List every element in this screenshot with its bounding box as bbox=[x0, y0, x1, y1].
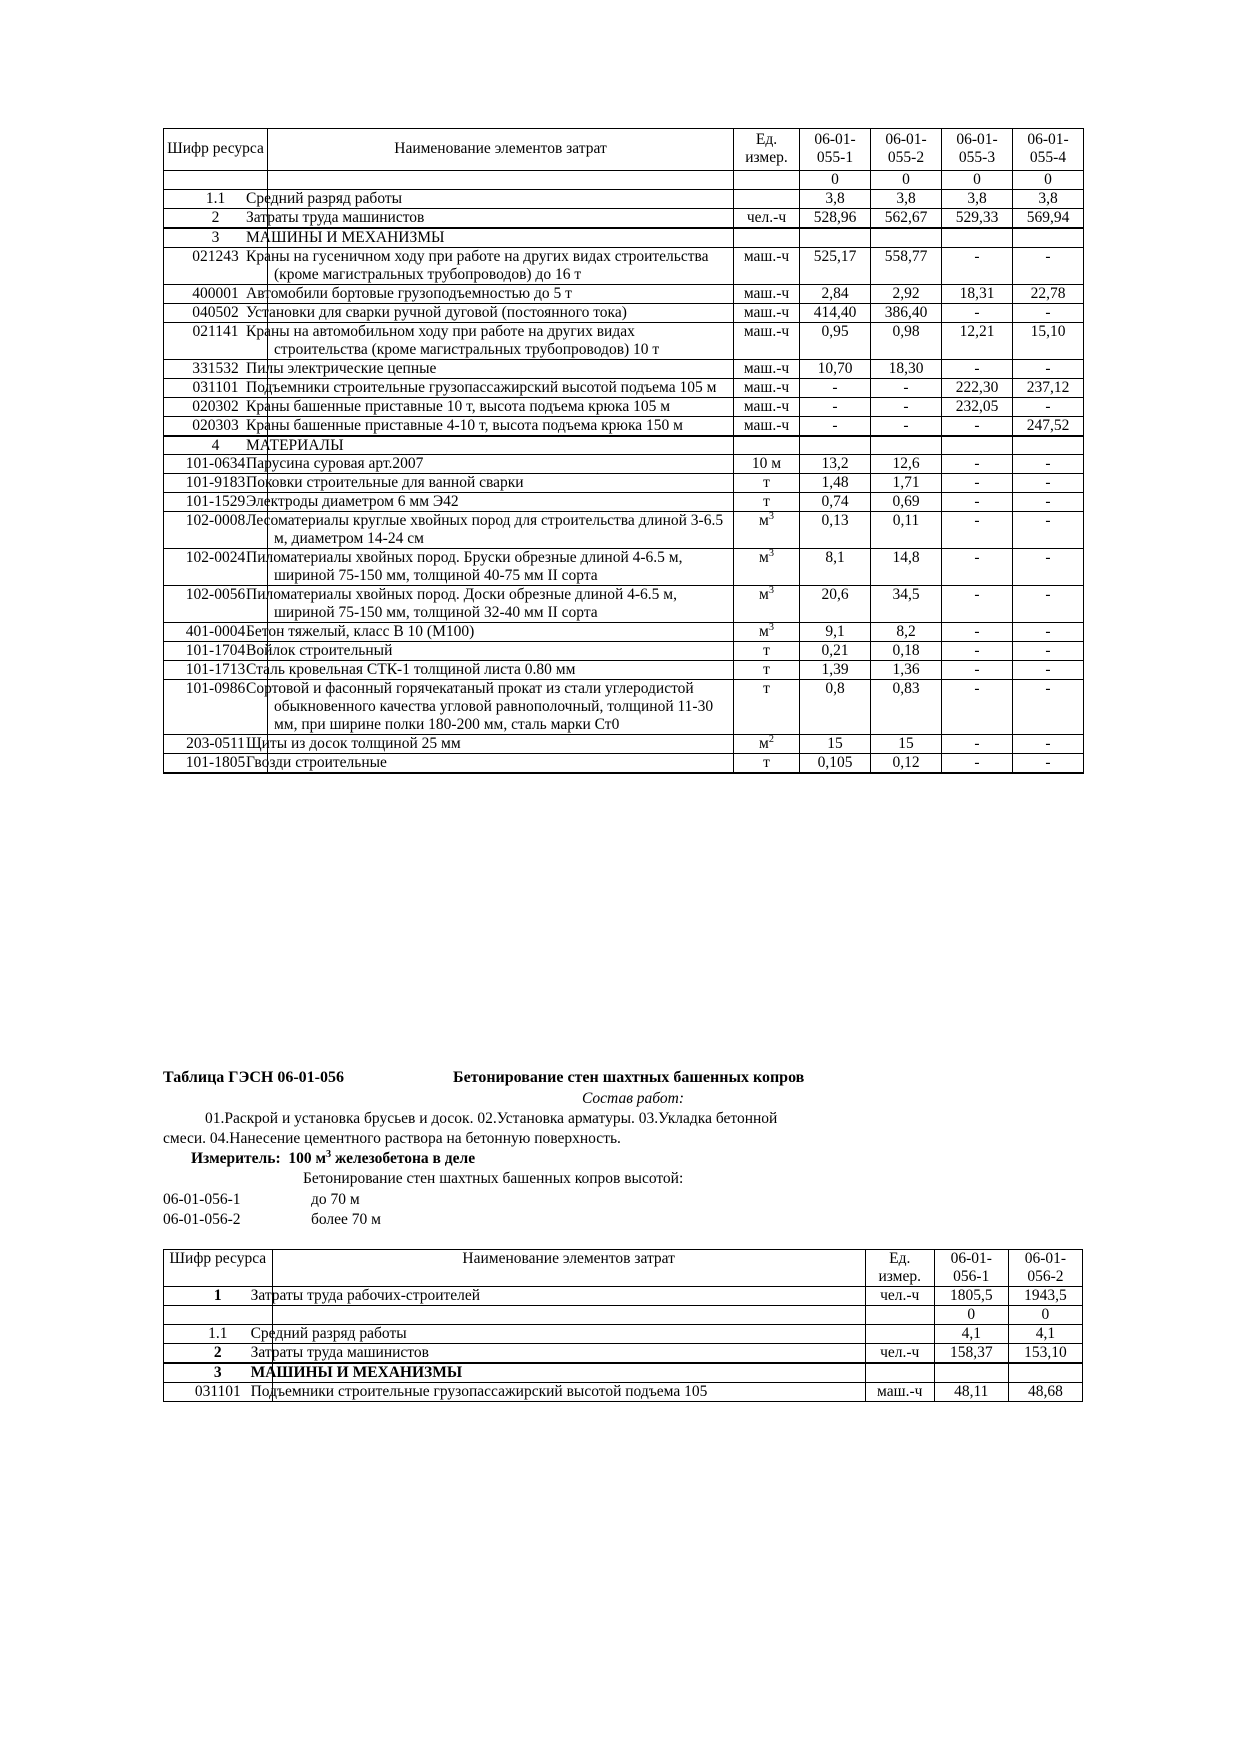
cell-value: - bbox=[1013, 397, 1084, 416]
cell-value: 14,8 bbox=[871, 549, 942, 586]
cell-value: - bbox=[942, 623, 1013, 642]
table-row bbox=[164, 1382, 1083, 1401]
cell-value: 386,40 bbox=[871, 303, 942, 322]
table-row bbox=[164, 189, 1084, 208]
cell-value bbox=[1008, 1363, 1082, 1382]
cell-value: 0,8 bbox=[800, 680, 871, 735]
cell-value: 1943,5 bbox=[1008, 1286, 1082, 1305]
cell-value: 1805,5 bbox=[934, 1286, 1008, 1305]
cell-resource-name: МАШИНЫ И МЕХАНИЗМЫ bbox=[272, 1363, 865, 1382]
cell-resource-name: Краны на гусеничном ходу при работе на других видах строительства (кроме магистральных трубопроводов) до 16 т bbox=[268, 247, 734, 284]
cell-unit: маш.-ч bbox=[734, 378, 800, 397]
cell-resource-code bbox=[164, 1305, 273, 1324]
resource-table-1 bbox=[163, 128, 1084, 774]
table-row bbox=[164, 1305, 1083, 1324]
cell-value: - bbox=[942, 455, 1013, 474]
cell-unit bbox=[734, 170, 800, 189]
cell-value bbox=[800, 436, 871, 455]
cell-value: 153,10 bbox=[1008, 1343, 1082, 1362]
cell-unit bbox=[734, 228, 800, 247]
cell-resource-name: Подъемники строительные грузопассажирский высотой подъема 105 м bbox=[268, 378, 734, 397]
cell-resource-code: 102-0024 bbox=[164, 549, 268, 586]
cell-value: - bbox=[942, 303, 1013, 322]
cell-value bbox=[871, 436, 942, 455]
cell-resource-name: Сортовой и фасонный горячекатаный прокат из стали углеродистой обыкновенного качества угловой равнополочный, толщиной 11-30 мм, при ширине полки 180-200 мм, сталь марки Ст0 bbox=[268, 680, 734, 735]
cell-value: 0,95 bbox=[800, 322, 871, 359]
cell-value: 0 bbox=[942, 170, 1013, 189]
cell-resource-name: Поковки строительные для ванной сварки bbox=[268, 474, 734, 493]
cell-resource-name: Лесоматериалы круглые хвойных пород для строительства длиной 3-6.5 м, диаметром 14-24 см bbox=[268, 512, 734, 549]
variant-description: более 70 м bbox=[311, 1210, 381, 1228]
cell-value: - bbox=[1013, 661, 1084, 680]
variant-code: 06-01-056-2 bbox=[163, 1210, 241, 1228]
cell-value: - bbox=[1013, 359, 1084, 378]
header-col-1: 06-01-055-1 bbox=[800, 129, 871, 171]
cell-resource-name bbox=[268, 170, 734, 189]
cell-resource-name: Пиломатериалы хвойных пород. Бруски обрезные длиной 4-6.5 м, шириной 75-150 мм, толщиной 40-75 мм II сорта bbox=[268, 549, 734, 586]
table-row bbox=[164, 549, 1084, 586]
cell-resource-code: 401-0004 bbox=[164, 623, 268, 642]
header-name: Наименование элементов затрат bbox=[268, 129, 734, 171]
cell-value bbox=[1013, 228, 1084, 247]
table-row bbox=[164, 1286, 1083, 1305]
resource-table-2-container bbox=[163, 1249, 1083, 1402]
header-col-3: 06-01-055-3 bbox=[942, 129, 1013, 171]
cell-value: - bbox=[1013, 455, 1084, 474]
cell-value: 3,8 bbox=[871, 189, 942, 208]
table-row bbox=[164, 1324, 1083, 1343]
cell-resource-name: Сталь кровельная СТК-1 толщиной листа 0.80 мм bbox=[268, 661, 734, 680]
table-row bbox=[164, 284, 1084, 303]
cell-value: 2,84 bbox=[800, 284, 871, 303]
cell-resource-code: 400001 bbox=[164, 284, 268, 303]
cell-value: - bbox=[1013, 474, 1084, 493]
cell-value: 0 bbox=[934, 1305, 1008, 1324]
cell-resource-code: 101-1713 bbox=[164, 661, 268, 680]
cell-value: - bbox=[942, 661, 1013, 680]
table-row bbox=[164, 586, 1084, 623]
cell-value: 0,11 bbox=[871, 512, 942, 549]
table-row bbox=[164, 512, 1084, 549]
cell-value: - bbox=[1013, 549, 1084, 586]
cell-value: 237,12 bbox=[1013, 378, 1084, 397]
table-row bbox=[164, 474, 1084, 493]
cell-resource-code: 203-0511 bbox=[164, 735, 268, 754]
cell-value: 34,5 bbox=[871, 586, 942, 623]
cell-resource-code: 102-0008 bbox=[164, 512, 268, 549]
cell-value: 562,67 bbox=[871, 208, 942, 227]
cell-value: - bbox=[1013, 247, 1084, 284]
cell-value bbox=[942, 228, 1013, 247]
cell-resource-name: Затраты труда машинистов bbox=[268, 208, 734, 227]
cell-value: 0,21 bbox=[800, 642, 871, 661]
table-2-header-row bbox=[164, 1250, 1083, 1287]
cell-resource-name: Затраты труда рабочих-строителей bbox=[272, 1286, 865, 1305]
cell-value: 4,1 bbox=[1008, 1324, 1082, 1343]
table-heading-row bbox=[163, 1068, 1103, 1089]
cell-resource-name: Затраты труда машинистов bbox=[272, 1343, 865, 1362]
cell-value: 3,8 bbox=[800, 189, 871, 208]
cell-value: 0,83 bbox=[871, 680, 942, 735]
cell-unit: т bbox=[734, 680, 800, 735]
cell-value: 13,2 bbox=[800, 455, 871, 474]
cell-unit: 10 м bbox=[734, 455, 800, 474]
cell-resource-code: 4 bbox=[164, 436, 268, 455]
cell-resource-code: 101-0634 bbox=[164, 455, 268, 474]
header-code: Шифр ресурса bbox=[164, 129, 268, 171]
cell-unit: маш.-ч bbox=[734, 247, 800, 284]
table-1-header-row bbox=[164, 129, 1084, 171]
cell-resource-code: 040502 bbox=[164, 303, 268, 322]
cell-value bbox=[942, 436, 1013, 455]
cell-value: 3,8 bbox=[942, 189, 1013, 208]
cell-value: 0,74 bbox=[800, 493, 871, 512]
table-row bbox=[164, 436, 1084, 455]
table-1-body bbox=[164, 170, 1084, 773]
cell-unit: маш.-ч bbox=[734, 359, 800, 378]
header-col-2: 06-01-055-2 bbox=[871, 129, 942, 171]
cell-value: - bbox=[942, 680, 1013, 735]
cell-unit bbox=[865, 1305, 934, 1324]
cell-value: 0 bbox=[871, 170, 942, 189]
cell-resource-name: Парусина суровая арт.2007 bbox=[268, 455, 734, 474]
cell-value: 0 bbox=[1013, 170, 1084, 189]
cell-value: - bbox=[1013, 303, 1084, 322]
cell-value: 529,33 bbox=[942, 208, 1013, 227]
cell-resource-name: Электроды диаметром 6 мм Э42 bbox=[268, 493, 734, 512]
cell-value: 414,40 bbox=[800, 303, 871, 322]
cell-resource-code: 102-0056 bbox=[164, 586, 268, 623]
cell-resource-name: Подъемники строительные грузопассажирский высотой подъема 105 bbox=[272, 1382, 865, 1401]
cell-unit: т bbox=[734, 474, 800, 493]
cell-value: 12,6 bbox=[871, 455, 942, 474]
cell-resource-code: 101-1805 bbox=[164, 753, 268, 772]
cell-unit: маш.-ч bbox=[734, 284, 800, 303]
cell-resource-name bbox=[272, 1305, 865, 1324]
cell-unit bbox=[865, 1324, 934, 1343]
cell-resource-name: Гвозди строительные bbox=[268, 753, 734, 772]
cell-resource-name: Пиломатериалы хвойных пород. Доски обрезные длиной 4-6.5 м, шириной 75-150 мм, толщиной 32-40 мм II сорта bbox=[268, 586, 734, 623]
cell-resource-code: 2 bbox=[164, 1343, 273, 1362]
cell-resource-name: Краны на автомобильном ходу при работе на других видах строительства (кроме магистральных трубопроводов) 10 т bbox=[268, 322, 734, 359]
cell-value: 232,05 bbox=[942, 397, 1013, 416]
table-label: Таблица ГЭСН 06-01-056 bbox=[163, 1069, 344, 1086]
cell-value: 8,2 bbox=[871, 623, 942, 642]
cell-value: - bbox=[1013, 586, 1084, 623]
cell-resource-code: 1.1 bbox=[164, 189, 268, 208]
table-title: Бетонирование стен шахтных башенных копров bbox=[453, 1069, 805, 1086]
cell-value: - bbox=[871, 416, 942, 435]
cell-value: - bbox=[942, 512, 1013, 549]
cell-value: 18,30 bbox=[871, 359, 942, 378]
variants-subcaption: Бетонирование стен шахтных башенных копров высотой: bbox=[303, 1170, 684, 1188]
header2-col-2: 06-01-056-2 bbox=[1008, 1250, 1082, 1287]
cell-resource-code: 3 bbox=[164, 1363, 273, 1382]
table-2-body bbox=[164, 1286, 1083, 1401]
cell-resource-name: МАТЕРИАЛЫ bbox=[268, 436, 734, 455]
table-row bbox=[164, 228, 1084, 247]
cell-value: 1,71 bbox=[871, 474, 942, 493]
cell-value bbox=[1013, 436, 1084, 455]
cell-resource-name: Бетон тяжелый, класс В 10 (М100) bbox=[268, 623, 734, 642]
cell-value: - bbox=[942, 416, 1013, 435]
cell-resource-code: 021243 bbox=[164, 247, 268, 284]
cell-resource-name: Войлок строительный bbox=[268, 642, 734, 661]
cell-resource-name: Установки для сварки ручной дуговой (постоянного тока) bbox=[268, 303, 734, 322]
table-row bbox=[164, 378, 1084, 397]
cell-resource-code: 031101 bbox=[164, 1382, 273, 1401]
cell-value: 0,69 bbox=[871, 493, 942, 512]
header2-name: Наименование элементов затрат bbox=[272, 1250, 865, 1287]
table-row bbox=[164, 322, 1084, 359]
cell-value: 12,21 bbox=[942, 322, 1013, 359]
cell-value: 247,52 bbox=[1013, 416, 1084, 435]
cell-value: 0 bbox=[800, 170, 871, 189]
table-row bbox=[164, 623, 1084, 642]
cell-value: - bbox=[1013, 493, 1084, 512]
cell-value: - bbox=[942, 735, 1013, 754]
cell-value: - bbox=[1013, 642, 1084, 661]
cell-value: 15 bbox=[800, 735, 871, 754]
cell-value: 569,94 bbox=[1013, 208, 1084, 227]
cell-resource-code: 101-9183 bbox=[164, 474, 268, 493]
cell-value: - bbox=[800, 378, 871, 397]
cell-unit: т bbox=[734, 493, 800, 512]
cell-resource-code: 3 bbox=[164, 228, 268, 247]
cell-value: 15,10 bbox=[1013, 322, 1084, 359]
cell-value: 158,37 bbox=[934, 1343, 1008, 1362]
table-row bbox=[164, 303, 1084, 322]
cell-resource-name: Средний разряд работы bbox=[272, 1324, 865, 1343]
cell-unit: маш.-ч bbox=[734, 303, 800, 322]
header-col-4: 06-01-055-4 bbox=[1013, 129, 1084, 171]
cell-unit: $м^2$ bbox=[734, 735, 800, 754]
cell-value: 48,68 bbox=[1008, 1382, 1082, 1401]
cell-value: 4,1 bbox=[934, 1324, 1008, 1343]
table-row bbox=[164, 735, 1084, 754]
table-2-header bbox=[164, 1250, 1083, 1287]
table-row bbox=[164, 680, 1084, 735]
table-row bbox=[164, 455, 1084, 474]
cell-value: 0,18 bbox=[871, 642, 942, 661]
cell-value: - bbox=[800, 397, 871, 416]
cell-unit: $м^3$ bbox=[734, 586, 800, 623]
cell-resource-code: 101-1704 bbox=[164, 642, 268, 661]
meter-value: 100 $м^3$ железобетона в деле bbox=[288, 1149, 476, 1168]
table-row bbox=[164, 493, 1084, 512]
cell-resource-code: 1.1 bbox=[164, 1324, 273, 1343]
table-row bbox=[164, 208, 1084, 227]
table-row bbox=[164, 170, 1084, 189]
cell-resource-code: 031101 bbox=[164, 378, 268, 397]
cell-value: 0,12 bbox=[871, 753, 942, 772]
cell-value: - bbox=[942, 247, 1013, 284]
cell-value: - bbox=[871, 397, 942, 416]
cell-resource-code: 020302 bbox=[164, 397, 268, 416]
cell-resource-name: Краны башенные приставные 10 т, высота подъема крюка 105 м bbox=[268, 397, 734, 416]
cell-resource-code bbox=[164, 170, 268, 189]
header2-col-1: 06-01-056-1 bbox=[934, 1250, 1008, 1287]
variant-description: до 70 м bbox=[311, 1190, 360, 1208]
cell-value: - bbox=[942, 586, 1013, 623]
table-row bbox=[164, 1363, 1083, 1382]
cell-resource-name: Щиты из досок толщиной 25 мм bbox=[268, 735, 734, 754]
section-intro-block bbox=[163, 1060, 1103, 1230]
cell-value: - bbox=[1013, 753, 1084, 772]
cell-value: - bbox=[942, 753, 1013, 772]
cell-value: 20,6 bbox=[800, 586, 871, 623]
variant-code: 06-01-056-1 bbox=[163, 1190, 241, 1208]
cell-resource-code: 020303 bbox=[164, 416, 268, 435]
table-row bbox=[164, 247, 1084, 284]
table-row bbox=[164, 416, 1084, 435]
cell-value: 3,8 bbox=[1013, 189, 1084, 208]
cell-value: - bbox=[942, 549, 1013, 586]
cell-unit bbox=[865, 1363, 934, 1382]
cell-resource-name: МАШИНЫ И МЕХАНИЗМЫ bbox=[268, 228, 734, 247]
cell-value: 10,70 bbox=[800, 359, 871, 378]
cell-unit: т bbox=[734, 753, 800, 772]
meter-label: Измеритель: bbox=[191, 1150, 281, 1168]
table-1-header bbox=[164, 129, 1084, 171]
cell-value bbox=[871, 228, 942, 247]
cell-resource-name: Пилы электрические цепные bbox=[268, 359, 734, 378]
cell-unit: маш.-ч bbox=[734, 322, 800, 359]
cell-value: 2,92 bbox=[871, 284, 942, 303]
cell-value: 222,30 bbox=[942, 378, 1013, 397]
table-row bbox=[164, 753, 1084, 772]
cell-resource-code: 1 bbox=[164, 1286, 273, 1305]
cell-value: 1,36 bbox=[871, 661, 942, 680]
table-row bbox=[164, 397, 1084, 416]
cell-value: 8,1 bbox=[800, 549, 871, 586]
cell-value bbox=[934, 1363, 1008, 1382]
cell-value: 22,78 bbox=[1013, 284, 1084, 303]
table-row bbox=[164, 359, 1084, 378]
cell-unit: $м^3$ bbox=[734, 549, 800, 586]
cell-value: - bbox=[942, 359, 1013, 378]
composition-line-1: 01.Раскрой и установка брусьев и досок. 02.Установка арматуры. 03.Укладка бетонной bbox=[205, 1109, 778, 1127]
cell-value: 525,17 bbox=[800, 247, 871, 284]
cell-value: 558,77 bbox=[871, 247, 942, 284]
cell-unit: чел.-ч bbox=[865, 1343, 934, 1362]
cell-value: - bbox=[1013, 512, 1084, 549]
cell-unit: т bbox=[734, 642, 800, 661]
cell-value: 1,39 bbox=[800, 661, 871, 680]
cell-unit: маш.-ч bbox=[734, 397, 800, 416]
resource-table-2 bbox=[163, 1249, 1083, 1402]
resource-table-1-container bbox=[163, 128, 1083, 774]
cell-unit: маш.-ч bbox=[865, 1382, 934, 1401]
variants-list bbox=[163, 1190, 1103, 1230]
cell-resource-name: Краны башенные приставные 4-10 т, высота подъема крюка 150 м bbox=[268, 416, 734, 435]
cell-unit: т bbox=[734, 661, 800, 680]
cell-value: 0,98 bbox=[871, 322, 942, 359]
cell-value: - bbox=[1013, 680, 1084, 735]
cell-resource-code: 021141 bbox=[164, 322, 268, 359]
cell-value: 48,11 bbox=[934, 1382, 1008, 1401]
cell-unit: $м^3$ bbox=[734, 512, 800, 549]
cell-value: 15 bbox=[871, 735, 942, 754]
composition-label: Состав работ: bbox=[581, 1089, 684, 1107]
cell-value: 9,1 bbox=[800, 623, 871, 642]
cell-value: - bbox=[800, 416, 871, 435]
header-unit: Ед. измер. bbox=[734, 129, 800, 171]
cell-unit bbox=[734, 189, 800, 208]
cell-value: 18,31 bbox=[942, 284, 1013, 303]
cell-value: - bbox=[942, 474, 1013, 493]
cell-unit: $м^3$ bbox=[734, 623, 800, 642]
cell-value: - bbox=[871, 378, 942, 397]
cell-resource-code: 2 bbox=[164, 208, 268, 227]
cell-unit: маш.-ч bbox=[734, 416, 800, 435]
cell-value: 0,105 bbox=[800, 753, 871, 772]
table-row bbox=[164, 1343, 1083, 1362]
cell-value: - bbox=[942, 642, 1013, 661]
cell-unit: чел.-ч bbox=[865, 1286, 934, 1305]
cell-value: - bbox=[942, 493, 1013, 512]
variant-line bbox=[163, 1210, 1103, 1230]
cell-resource-name: Автомобили бортовые грузоподъемностью до 5 т bbox=[268, 284, 734, 303]
cell-value: 0,13 bbox=[800, 512, 871, 549]
composition-line-2: смеси. 04.Нанесение цементного раствора на бетонную поверхность. bbox=[163, 1130, 621, 1148]
table-row bbox=[164, 642, 1084, 661]
cell-value: 1,48 bbox=[800, 474, 871, 493]
cell-unit bbox=[734, 436, 800, 455]
header2-unit: Ед. измер. bbox=[865, 1250, 934, 1287]
header2-code: Шифр ресурса bbox=[164, 1250, 273, 1287]
cell-value bbox=[800, 228, 871, 247]
cell-resource-code: 101-1529 bbox=[164, 493, 268, 512]
cell-resource-code: 331532 bbox=[164, 359, 268, 378]
table-row bbox=[164, 661, 1084, 680]
cell-value: 0 bbox=[1008, 1305, 1082, 1324]
cell-resource-code: 101-0986 bbox=[164, 680, 268, 735]
cell-value: - bbox=[1013, 735, 1084, 754]
meter-line bbox=[163, 1149, 1103, 1169]
cell-resource-name: Средний разряд работы bbox=[268, 189, 734, 208]
cell-unit: чел.-ч bbox=[734, 208, 800, 227]
variant-line bbox=[163, 1190, 1103, 1210]
cell-value: 528,96 bbox=[800, 208, 871, 227]
cell-value: - bbox=[1013, 623, 1084, 642]
